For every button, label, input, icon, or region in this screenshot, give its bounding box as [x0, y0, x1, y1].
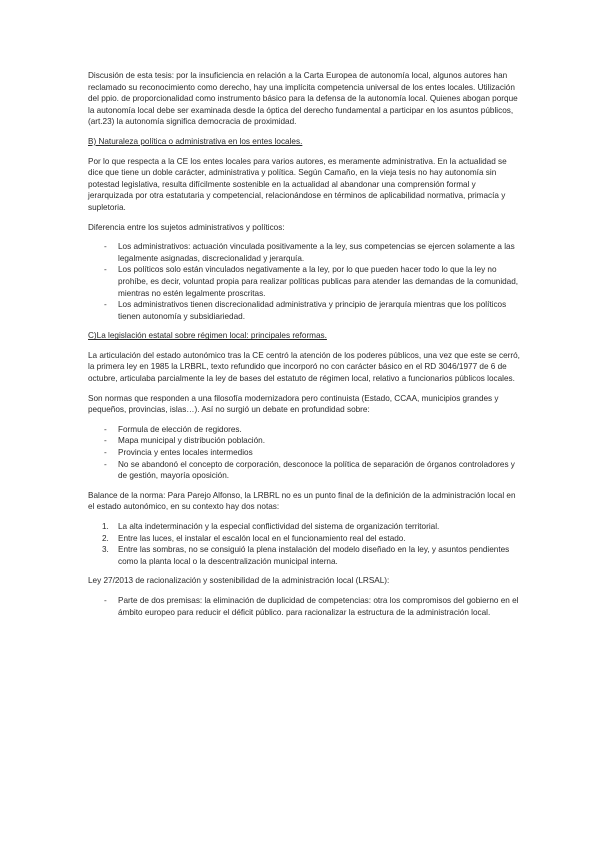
paragraph: Balance de la norma: Para Parejo Alfonso, la LRBRL no es un punto final de la definición de la administración local en el estado autonómico, en su contexto hay dos notas:	[88, 490, 516, 512]
section-heading: C)La legislación estatal sobre régimen local: principales reformas.	[88, 331, 327, 341]
bullet-marker: -	[104, 595, 107, 605]
list-item-text: Los políticos solo están vinculados negativamente a la ley, por lo que pueden hacer todo lo que la ley no prohíbe, es decir, voluntad propia para realizar políticas publicas para atender las demandas de la comunidad, mientras no estén legalmente proscritas.	[118, 265, 519, 298]
bullet-list	[88, 241, 521, 322]
list-item-text: Formula de elección de regidores.	[118, 424, 242, 434]
paragraph: La articulación del estado autonómico tras la CE centró la atención de los poderes públicos, una vez que este se cerró, la primera ley en 1985 la LRBRL, texto refundido que incorporó no con carácter básico en el RD 3046/1977 de 6 de octubre, articulaba parcialmente la ley de bases del estatuto de régimen local, relativo a funcionarios públicos locales.	[88, 350, 520, 384]
bullet-marker: -	[104, 242, 107, 252]
list-item	[88, 241, 521, 264]
bullet-list	[88, 595, 521, 618]
list-item	[88, 544, 521, 567]
bullet-marker: -	[104, 300, 107, 310]
list-item	[88, 459, 521, 482]
bullet-marker: -	[104, 448, 107, 458]
list-item	[88, 595, 521, 618]
bullet-marker: -	[104, 459, 107, 469]
bullet-marker: -	[104, 424, 107, 434]
list-item	[88, 424, 521, 436]
bullet-marker: -	[104, 265, 107, 275]
section-heading: B) Naturaleza política o administrativa en los entes locales.	[88, 136, 303, 146]
paragraph: Ley 27/2013 de racionalización y sostenibilidad de la administración local (LRSAL):	[88, 576, 390, 586]
bullet-marker: -	[104, 436, 107, 446]
list-item-text: Entre las sombras, no se consiguió la plena instalación del modelo diseñado en la ley, y asuntos pendientes como la planta local o la descentralización municipal interna.	[118, 545, 510, 566]
list-item-text: La alta indeterminación y la especial conflictividad del sistema de organización territorial.	[118, 522, 440, 531]
list-item-text: No se abandonó el concepto de corporación, desconoce la política de separación de órganos controladores y de gestión, mayoría oposición.	[118, 459, 515, 481]
number-marker: 2.	[102, 533, 109, 543]
list-item	[88, 435, 521, 447]
paragraph: Son normas que responden a una filosofía modernizadora pero continuista (Estado, CCAA, municipios grandes y pequeños, provincias, islas…). Así no surgió un debate en profundidad sobre:	[88, 393, 499, 415]
paragraph: Diferencia entre los sujetos administrativos y políticos:	[88, 222, 285, 232]
list-item-text: Provincia y entes locales intermedios	[118, 448, 253, 458]
list-item	[88, 447, 521, 459]
list-item-text: Entre las luces, el instalar el escalón local en el funcionamiento real del estado.	[118, 533, 406, 543]
paragraph: Por lo que respecta a la CE los entes locales para varios autores, es meramente administrativa. En la actualidad se dice que tiene un doble carácter, administrativa y política. Según Camaño, en la vieja tesis no hay autonomía sin potestad legislativa, resulta difícilmente sostenible en la actualidad al abandonar una comprensión formal y jerarquizada por otra estatutaria y competencial, relacionándose en términos de aplicabilidad normativa, primacía y supletoria.	[88, 156, 507, 212]
list-item	[88, 299, 521, 322]
number-marker: 1.	[102, 522, 109, 531]
list-item	[88, 533, 521, 545]
list-item-text: Parte de dos premisas: la eliminación de duplicidad de competencias: otra los compromisos del gobierno en el ámbito europeo para reducir el déficit público. para racionalizar la estructura de la administración local.	[118, 595, 519, 617]
list-item-text: Los administrativos tienen discrecionalidad administrativa y principio de jerarquía mientras que los políticos tienen autonomía y subsidiariedad.	[118, 300, 507, 321]
numbered-list	[88, 521, 521, 567]
list-item-text: Mapa municipal y distribución población.	[118, 436, 265, 446]
bullet-list	[88, 424, 521, 482]
list-item	[88, 521, 521, 533]
list-item	[88, 264, 521, 299]
list-item-text: Los administrativos: actuación vinculada positivamente a la ley, sus competencias se ejercen solamente a las legalmente asignadas, discrecionalidad y jerarquía.	[118, 242, 515, 263]
paragraph: Discusión de esta tesis: por la insuficiencia en relación a la Carta Europea de autonomía local, algunos autores han reclamado su reconocimiento como derecho, hay una implícita competencia universal de los entes locales. Utilización del ppio. de proporcionalidad como instrumento básico para la defensa de la autonomía local. Quienes abogan porque la autonomía local debe ser examinada desde la óptica del derecho fundamental a participar en los asuntos públicos, (art.23) la autonomía significa democracia de proximidad.	[88, 71, 518, 127]
number-marker: 3.	[102, 545, 109, 555]
